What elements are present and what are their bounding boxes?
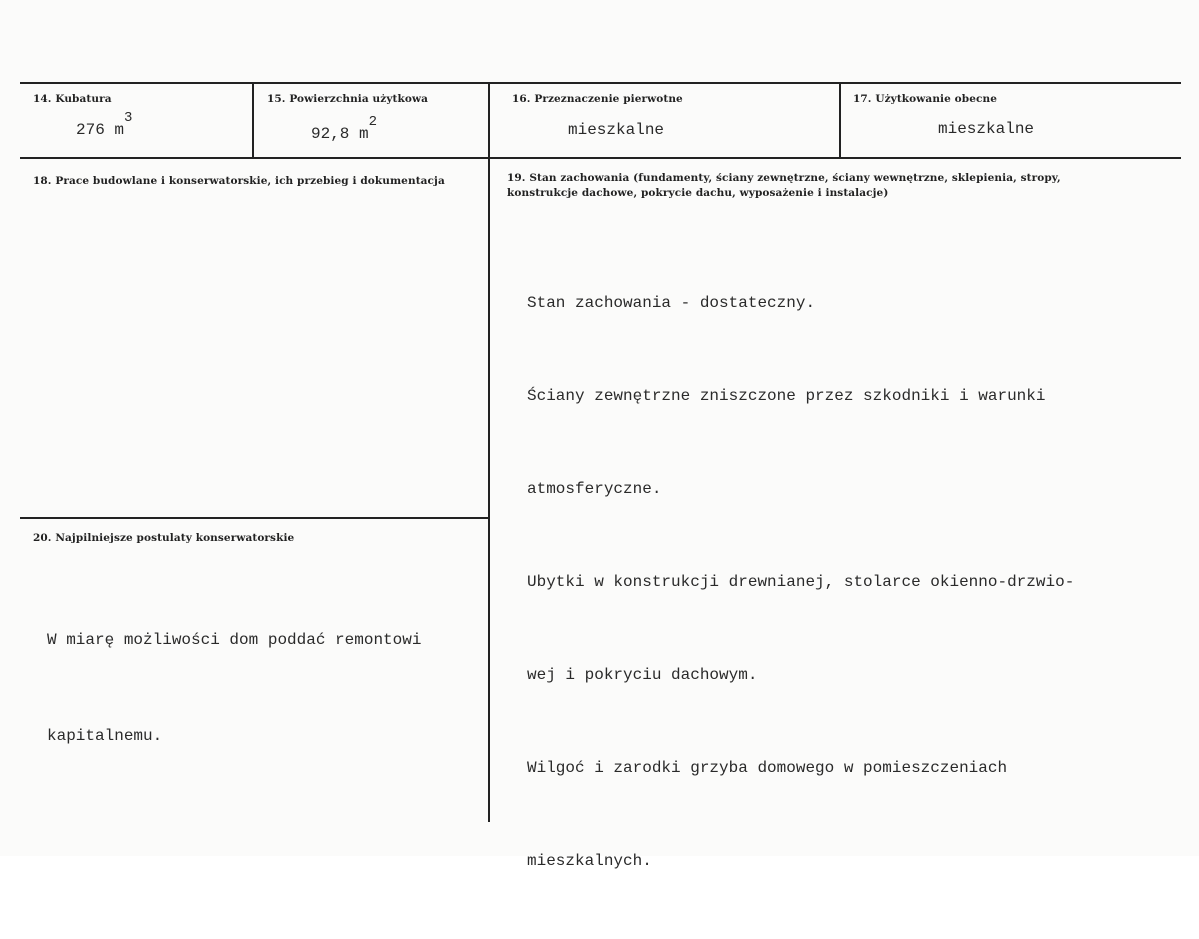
prace-budowlane-label: 18. Prace budowlane i konserwatorskie, ich przebieg i dokumentacja xyxy=(33,175,445,187)
stan-zachowania-line: wej i pokryciu dachowym. xyxy=(527,666,758,684)
postulaty-line: kapitalnemu. xyxy=(47,727,163,745)
kubatura-value xyxy=(76,110,133,139)
top-border-line xyxy=(20,82,1181,84)
powierzchnia-number: 92,8 m xyxy=(311,125,369,143)
kubatura-number: 276 m xyxy=(76,121,125,139)
postulaty-text xyxy=(47,560,421,816)
stan-zachowania-text xyxy=(527,226,1074,939)
row-divider-line xyxy=(20,157,1181,159)
powierzchnia-value xyxy=(311,114,378,143)
stan-zachowania-line: Stan zachowania - dostateczny. xyxy=(527,294,816,312)
stan-zachowania-line: Wilgoć i zarodki grzyba domowego w pomieszczeniach xyxy=(527,759,1008,777)
stan-zachowania-line: Ubytki w konstrukcji drewnianej, stolarce okienno-drzwio- xyxy=(527,573,1075,591)
stan-zachowania-line: atmosferyczne. xyxy=(527,480,662,498)
kubatura-label: 14. Kubatura xyxy=(33,93,112,105)
powierzchnia-label: 15. Powierzchnia użytkowa xyxy=(267,93,429,105)
column-divider-1 xyxy=(252,82,254,158)
przeznaczenie-label: 16. Przeznaczenie pierwotne xyxy=(512,93,683,105)
stan-zachowania-line: Ściany zewnętrzne zniszczone przez szkodniki i warunki xyxy=(527,387,1046,405)
stan-zachowania-label-line2: konstrukcje dachowe, pokrycie dachu, wyposażenie i instalacje) xyxy=(507,187,889,199)
uzytkowanie-label: 17. Użytkowanie obecne xyxy=(853,93,998,105)
column-divider-2 xyxy=(488,82,490,822)
przeznaczenie-value: mieszkalne xyxy=(568,121,665,139)
section-divider-line xyxy=(20,517,489,519)
stan-zachowania-line: mieszkalnych. xyxy=(527,852,652,870)
kubatura-exponent: 3 xyxy=(124,110,133,126)
column-divider-3 xyxy=(839,82,841,158)
stan-zachowania-label-line1: 19. Stan zachowania (fundamenty, ściany zewnętrzne, ściany wewnętrzne, sklepienia, stropy, xyxy=(507,172,1061,184)
uzytkowanie-value: mieszkalne xyxy=(938,120,1035,138)
powierzchnia-exponent: 2 xyxy=(368,114,378,130)
postulaty-label: 20. Najpilniejsze postulaty konserwatorskie xyxy=(33,532,295,544)
postulaty-line: W miarę możliwości dom poddać remontowi xyxy=(47,631,422,649)
